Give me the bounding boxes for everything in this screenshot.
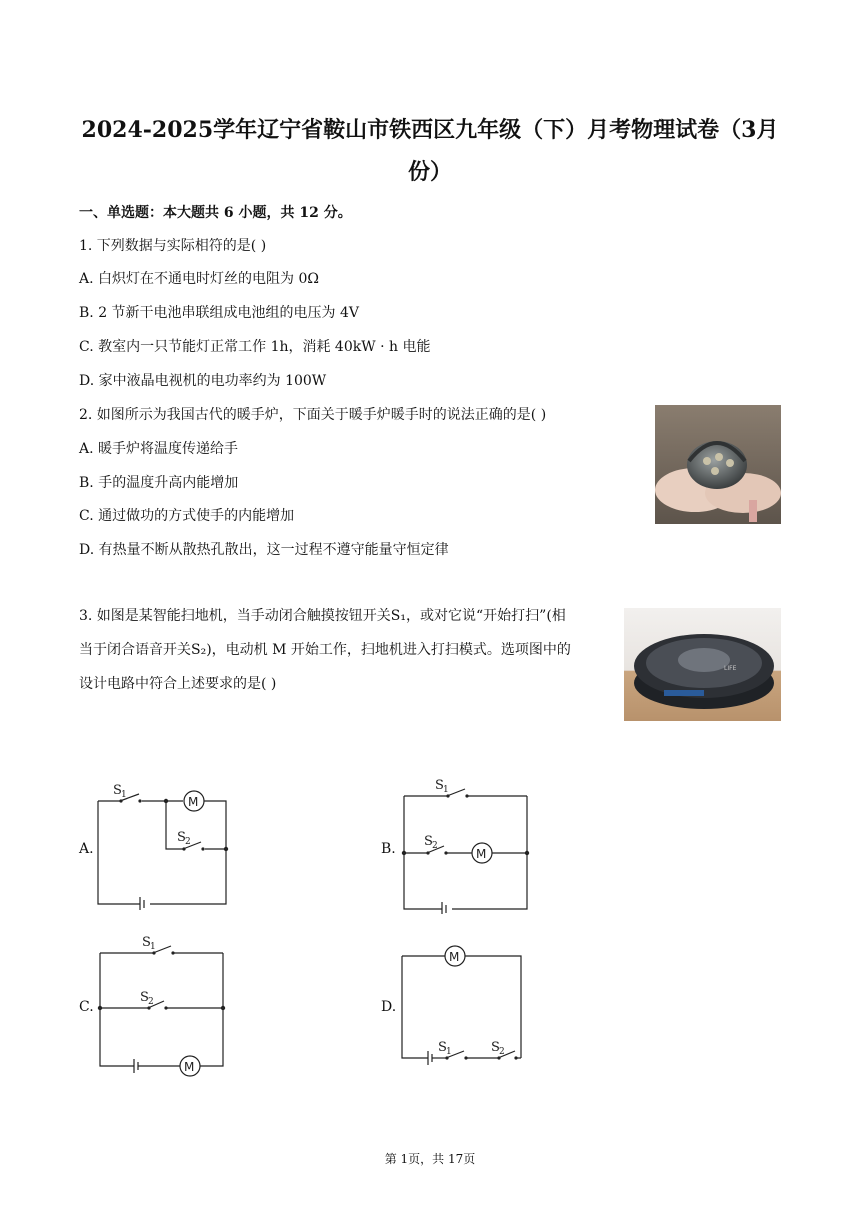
circuit-a — [95, 778, 235, 910]
s2-sub: 2 — [148, 997, 154, 1007]
q1-stem: 1. 下列数据与实际相符的是( ) — [79, 238, 267, 254]
option-b-label: B. — [381, 841, 396, 857]
s1-sub: 1 — [446, 1047, 452, 1057]
s2-sub: 2 — [432, 841, 438, 851]
s1-label: S — [435, 778, 444, 793]
s2-label: S — [177, 830, 186, 845]
section-heading: 一、单选题：本大题共 6 小题，共 12 分。 — [79, 205, 352, 221]
q3-line2: 当于闭合语音开关S₂)，电动机 M 开始工作，扫地机进入打扫模式。选项图中的 — [79, 642, 571, 658]
s2-label: S — [424, 834, 433, 849]
s2-label: S — [140, 990, 149, 1005]
page-footer: 第 1页，共 17页 — [384, 1152, 476, 1166]
s1-label: S — [142, 935, 151, 950]
q1-option-b: B. 2 节新干电池串联组成电池组的电压为 4V — [79, 305, 360, 321]
q2-option-b: B. 手的温度升高内能增加 — [79, 475, 239, 491]
q1-option-d: D. 家中液晶电视机的电功率约为 100W — [79, 373, 327, 389]
exam-title-line1: 2024-2025学年辽宁省鞍山市铁西区九年级（下）月考物理试卷（3月 — [81, 117, 779, 143]
robot-brand-text: LIFE — [724, 665, 737, 672]
circuit-c — [96, 931, 231, 1079]
option-d-label: D. — [381, 999, 397, 1015]
q2-option-c: C. 通过做功的方式使手的内能增加 — [79, 508, 295, 524]
q2-option-a: A. 暖手炉将温度传递给手 — [79, 441, 239, 457]
option-c-label: C. — [79, 999, 94, 1015]
motor-label: M — [449, 950, 460, 964]
circuit-d — [398, 940, 528, 1065]
motor-label: M — [188, 795, 199, 809]
s1-label: S — [113, 783, 122, 798]
circuit-b — [400, 774, 535, 914]
s1-label: S — [438, 1040, 447, 1055]
s2-sub: 2 — [499, 1047, 505, 1057]
motor-label: M — [184, 1060, 195, 1074]
s2-label: S — [491, 1040, 500, 1055]
exam-title-line2: 份） — [407, 159, 452, 185]
s1-sub: 1 — [443, 785, 449, 795]
q3-line3: 设计电路中符合上述要求的是( ) — [79, 676, 277, 692]
robot-vacuum-photo — [624, 608, 781, 721]
q2-stem: 2. 如图所示为我国古代的暖手炉，下面关于暖手炉暖手时的说法正确的是( ) — [79, 407, 547, 423]
q1-option-a: A. 白炽灯在不通电时灯丝的电阻为 0Ω — [79, 271, 319, 287]
s1-sub: 1 — [150, 942, 156, 952]
motor-label: M — [476, 847, 487, 861]
q3-line1: 3. 如图是某智能扫地机，当手动闭合触摸按钮开关S₁，或对它说“开始打扫”(相 — [79, 608, 566, 624]
option-a-label: A. — [79, 841, 94, 857]
s1-sub: 1 — [121, 790, 127, 800]
s2-sub: 2 — [185, 837, 191, 847]
q1-option-c: C. 教室内一只节能灯正常工作 1h，消耗 40kW · h 电能 — [79, 339, 431, 355]
q2-option-d: D. 有热量不断从散热孔散出，这一过程不遵守能量守恒定律 — [79, 542, 449, 558]
hand-warmer-photo — [655, 405, 781, 524]
